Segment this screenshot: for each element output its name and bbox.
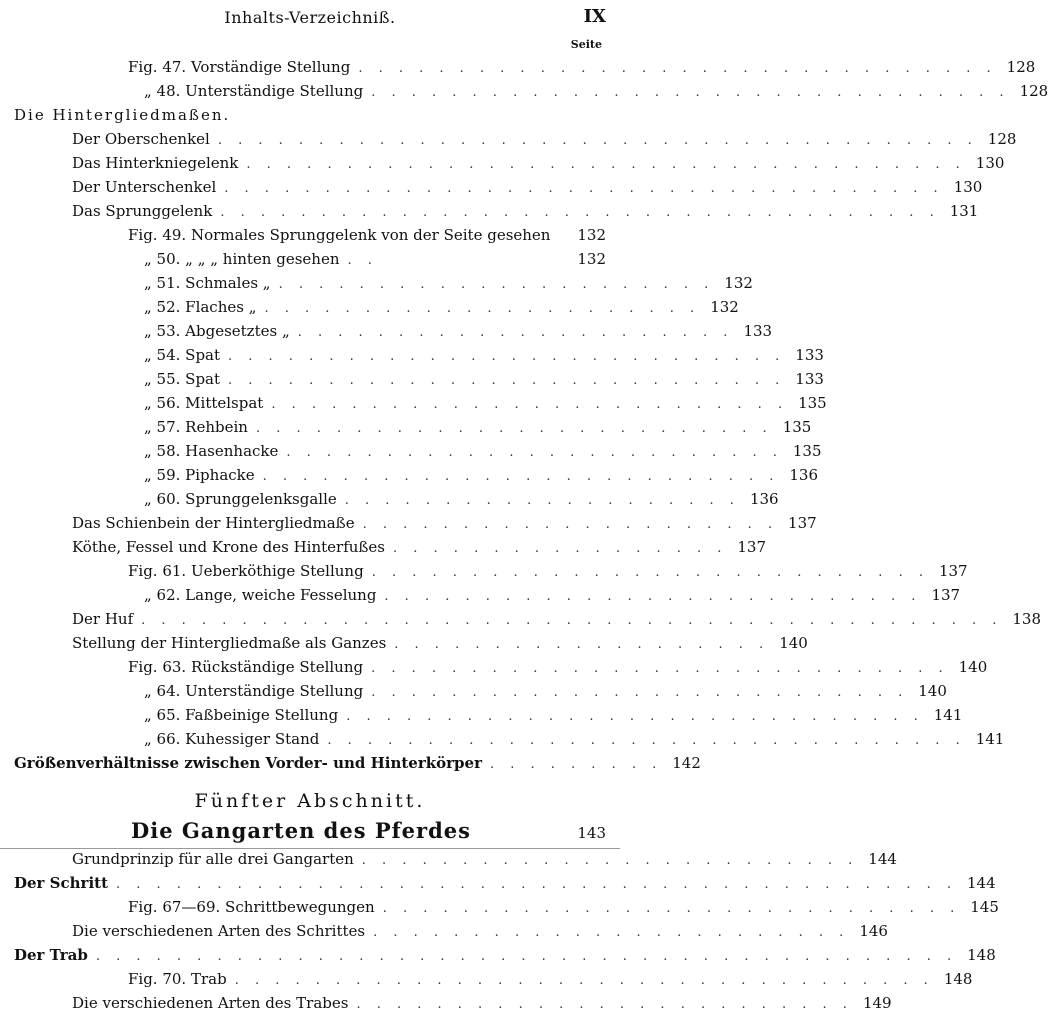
leader-dots: . . . . . . . . . . . . . . . . . . . . . . <box>264 301 701 316</box>
leader-dots: . . . . . . . . . . . . . . . . . . . . . . . . . . . . . . . . . . . . <box>224 181 944 196</box>
toc-entry <box>0 848 897 870</box>
toc-entry-page: 137 <box>938 562 968 580</box>
toc-entry-page: 144 <box>868 850 897 868</box>
toc-entry-text: Das Sprunggelenk <box>72 202 213 220</box>
toc-entry <box>0 920 888 942</box>
leader-dots: . . . . . . . . . . . . . . . . . . . . . . . . . . . . <box>228 373 786 388</box>
leader-dots: . . . . . . . . . . . . . . . . . . . . . . . . . . . . . . . . <box>371 85 1010 100</box>
toc-entry-text: Köthe, Fessel und Krone des Hinterfußes <box>72 538 386 556</box>
leader-dots: . . . . . . . . . . . . . . . . . . . . . . . . . . . . . . . . . . . . . . . . . . <box>116 877 957 892</box>
leader-dots: . . . . . . . . . . . . . . . . . . . . . . . . . . . . <box>371 565 929 580</box>
toc-entry-text: „ 56. Mittelspat <box>144 394 264 412</box>
leader-dots: . . . . . . . . . . . . . . . . . . . . . . . . . . . . . . . . . . . . . . <box>217 133 978 148</box>
leader-dots: . . . . . . . . . . . . . . . . . . . . . . . . <box>373 925 850 940</box>
toc-entry-page: 135 <box>792 442 822 460</box>
toc-entry <box>0 416 812 438</box>
toc-entry-text: „ 48. Unterständige Stellung <box>144 82 364 100</box>
leader-dots: . . . . . . . . . . . . . . . . . . . . . . . . . . . . . <box>346 709 924 724</box>
toc-entry-page: 130 <box>953 178 983 196</box>
leader-dots: . . . . . . . . . . . . . . . . . . . . . . . . . . . . . . . . . . . . <box>246 157 966 172</box>
leader-dots: . . . . . . . . . . . . . . . . . . . <box>394 637 770 652</box>
toc-entry-page: 133 <box>743 322 773 340</box>
toc-entry <box>0 992 892 1014</box>
toc-entry-page: 144 <box>967 874 996 892</box>
leader-dots: . . . . . . . . . . . . . . . . . . . . . . <box>297 325 734 340</box>
toc-entry-page: 141 <box>975 730 1005 748</box>
leader-dots: . . . . . . . . . . . . . . . . . <box>393 541 728 556</box>
toc-entry-page: 132 <box>724 274 753 292</box>
toc-entry-page: 148 <box>943 970 973 988</box>
toc-entry <box>0 248 620 270</box>
toc-entry-page: 130 <box>975 154 1005 172</box>
toc-entry-page: 132 <box>577 226 606 244</box>
toc-entry-text: Der Trab <box>14 946 88 964</box>
leader-dots: . . . . . . . . . . . . . . . . . . . . . . . . . . . . . . . . <box>358 61 997 76</box>
toc-entry-text: „ 52. Flaches „ <box>144 298 257 316</box>
toc-entry <box>0 704 963 726</box>
toc-entry <box>0 464 819 486</box>
toc-entry-page: 137 <box>788 514 817 532</box>
leader-dots: . . . . . . . . . . . . . . . . . . . . . . . . . . <box>255 421 773 436</box>
toc-entry-text: Fig. 49. Normales Sprunggelenk von der Seite gesehen <box>128 226 551 244</box>
toc-entry <box>0 752 701 774</box>
toc-entry-text: „ 53. Abgesetztes „ <box>144 322 290 340</box>
toc-entry <box>0 656 988 678</box>
leader-dots: . . . . . . . . . . . . . . . . . . . . <box>344 493 740 508</box>
section-title-row <box>0 818 620 843</box>
leader-dots: . . <box>347 253 378 268</box>
toc-entry <box>0 608 1042 630</box>
toc-entry-text: „ 60. Sprunggelenksgalle <box>144 490 337 508</box>
toc-entry-page: 136 <box>789 466 819 484</box>
toc-entry <box>0 272 753 294</box>
toc-entry-text: „ 51. Schmales „ <box>144 274 271 292</box>
toc-entry <box>0 176 983 198</box>
toc-entry-page: 135 <box>798 394 827 412</box>
toc-entry-text: Größenverhältnisse zwischen Vorder- und Hinterkörper <box>14 754 482 772</box>
toc-entry-text: Das Schienbein der Hintergliedmaße <box>72 514 355 532</box>
toc-entry-text: Die verschiedenen Arten des Trabes <box>72 994 349 1012</box>
toc-entry-page: 140 <box>958 658 988 676</box>
toc-entry <box>0 440 822 462</box>
toc-entry <box>0 488 779 510</box>
toc-group-heading <box>0 104 620 126</box>
toc-entry-text: Die Hintergliedmaßen. <box>14 106 231 124</box>
toc-entry-page: 149 <box>862 994 892 1012</box>
toc-entry-text: „ 57. Rehbein <box>144 418 248 436</box>
toc-entry <box>0 224 620 246</box>
toc-entry-text: Fig. 47. Vorständige Stellung <box>128 58 351 76</box>
toc-entry <box>0 896 999 918</box>
toc-entry <box>0 56 1036 78</box>
leader-dots: . . . . . . . . . . . . . . . . . . . . . . . . . . . <box>384 589 922 604</box>
toc-entry-text: „ 58. Hasenhacke <box>144 442 279 460</box>
toc-entry-text: Der Schritt <box>14 874 109 892</box>
toc-entry-page: 140 <box>918 682 947 700</box>
toc-entry <box>0 80 1048 102</box>
toc-entry-page: 136 <box>749 490 779 508</box>
toc-entry <box>0 200 979 222</box>
toc-entry-page: 142 <box>672 754 701 772</box>
toc-entry-page: 133 <box>795 346 824 364</box>
toc-entry-page: 145 <box>970 898 999 916</box>
toc-entry-text: Fig. 70. Trab <box>128 970 227 988</box>
leader-dots: . . . . . . . . . . . . . . . . . . . . . . . . . <box>361 853 859 868</box>
toc-entry-page: 140 <box>779 634 808 652</box>
toc-entry <box>0 128 1017 150</box>
leader-dots: . . . . . . . . . . . . . . . . . . . . . . . . . . . . . . . . <box>327 733 966 748</box>
toc-entry-text: Fig. 63. Rückständige Stellung <box>128 658 364 676</box>
toc-entry <box>0 968 973 990</box>
toc-entry-text: Das Hinterkniegelenk <box>72 154 239 172</box>
toc-entry <box>0 344 824 366</box>
toc-entry-page: 146 <box>859 922 888 940</box>
leader-dots: . . . . . . . . . . . . . . . . . . . . . . . . . <box>286 445 783 460</box>
toc-entry-page: 128 <box>1019 82 1048 100</box>
leader-dots: . . . . . . . . . . . . . . . . . . . . . . . . . . . . . . . . . . . . <box>220 205 940 220</box>
toc-entry <box>0 368 824 390</box>
toc-entry <box>0 944 996 966</box>
section-page: 143 <box>577 824 606 842</box>
leader-dots: . . . . . . . . . . . . . . . . . . . . . . <box>278 277 715 292</box>
page-number: IX <box>583 6 606 27</box>
toc-entry <box>0 392 827 414</box>
toc-entry-text: Fig. 67—69. Schrittbewegungen <box>128 898 375 916</box>
toc-entry <box>0 872 996 894</box>
toc-entry <box>0 536 767 558</box>
running-header-title: Inhalts-Verzeichniß. <box>224 8 396 27</box>
toc-entry <box>0 584 961 606</box>
toc-entry-text: „ 59. Piphacke <box>144 466 255 484</box>
toc-entry-text: Fig. 61. Ueberköthige Stellung <box>128 562 364 580</box>
toc-entry-page: 128 <box>1006 58 1036 76</box>
toc-entry <box>0 680 947 702</box>
toc-entry-text: Der Oberschenkel <box>72 130 210 148</box>
toc-entry-text: „ 65. Faßbeinige Stellung <box>144 706 339 724</box>
toc-entry <box>0 296 739 318</box>
toc-entry-page: 135 <box>782 418 812 436</box>
toc-entry <box>0 512 817 534</box>
leader-dots: . . . . . . . . . . . . . . . . . . . . . . . . . . . . . . . . . . . . . . . . . . . <box>95 949 958 964</box>
toc-entry-page: 131 <box>949 202 979 220</box>
toc-entry <box>0 560 968 582</box>
seite-column-label: Seite <box>570 38 602 51</box>
toc-entry-text: „ 50. „ „ „ hinten gesehen <box>144 250 340 268</box>
toc-entry <box>0 632 808 654</box>
leader-dots: . . . . . . . . . . . . . . . . . . . . . . . . . . . . . <box>371 661 949 676</box>
toc-entry-text: „ 54. Spat <box>144 346 221 364</box>
leader-dots: . . . . . . . . . . . . . . . . . . . . . . . . . . . . . . . . . . . <box>234 973 934 988</box>
leader-dots: . . . . . . . . . . . . . . . . . . . . . . . . . . . . . . . . . . . . . . . . . . . <box>141 613 1003 628</box>
toc-entry-text: Stellung der Hintergliedmaße als Ganzes <box>72 634 387 652</box>
toc-entry-text: Grundprinzip für alle drei Gangarten <box>72 850 354 868</box>
toc-entry <box>0 320 773 342</box>
toc-entry-page: 132 <box>577 250 606 268</box>
toc-entry-text: „ 62. Lange, weiche Fesselung <box>144 586 377 604</box>
toc-entry-text: Der Huf <box>72 610 134 628</box>
toc-entry-page: 148 <box>967 946 996 964</box>
leader-dots: . . . . . . . . . . . . . . . . . . . . . . . . . . . <box>371 685 909 700</box>
section-heading: Fünfter Abschnitt. <box>194 790 426 812</box>
section-title: Die Gangarten des Pferdes <box>131 818 471 843</box>
leader-dots: . . . . . . . . . . . . . . . . . . . . . . . . . . <box>262 469 780 484</box>
toc-entry-text: „ 66. Kuhessiger Stand <box>144 730 320 748</box>
toc-entry-page: 137 <box>931 586 961 604</box>
toc-entry-page: 137 <box>737 538 767 556</box>
toc-entry-text: Der Unterschenkel <box>72 178 217 196</box>
toc-entry-page: 132 <box>710 298 739 316</box>
leader-dots: . . . . . . . . . . . . . . . . . . . . . . . . . . . . . <box>382 901 961 916</box>
toc-entry-text: „ 64. Unterständige Stellung <box>144 682 364 700</box>
toc-entry-text: Die verschiedenen Arten des Schrittes <box>72 922 366 940</box>
leader-dots: . . . . . . . . . . . . . . . . . . . . . <box>362 517 779 532</box>
leader-dots: . . . . . . . . . . . . . . . . . . . . . . . . . . . . <box>228 349 786 364</box>
toc-entry <box>0 152 1005 174</box>
leader-dots: . . . . . . . . . <box>489 757 663 772</box>
toc-entry-page: 138 <box>1012 610 1042 628</box>
toc-entry-page: 133 <box>795 370 824 388</box>
leader-dots: . . . . . . . . . . . . . . . . . . . . . . . . . . <box>271 397 789 412</box>
toc-entry-text: „ 55. Spat <box>144 370 221 388</box>
leader-dots: . . . . . . . . . . . . . . . . . . . . . . . . . <box>356 997 853 1012</box>
toc-entry <box>0 728 1005 750</box>
toc-entry-page: 141 <box>933 706 963 724</box>
toc-entry-page: 128 <box>987 130 1017 148</box>
